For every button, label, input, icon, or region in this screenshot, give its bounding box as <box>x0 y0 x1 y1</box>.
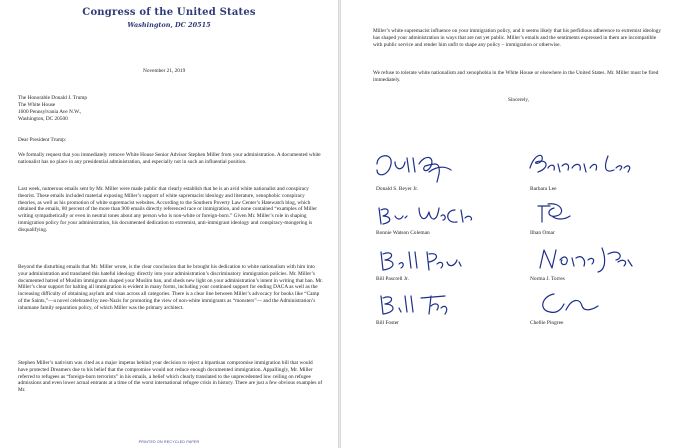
signature-foster <box>375 290 455 320</box>
recipient-line-1: The Honorable Donald J. Trump <box>18 95 88 101</box>
recipient-line-2: The White House <box>18 102 56 108</box>
signatory-name: Norma J. Torres <box>530 276 565 282</box>
closing: Sincerely, <box>508 97 529 103</box>
signature-pingree <box>536 290 606 318</box>
continuation-paragraph-2: We refuse to tolerate white nationalism and xenophobia in the White House or elsewhere in the United States. Mr. Miller must be fired immediately. <box>373 70 659 83</box>
letter-page-2 <box>341 0 680 448</box>
letter-date: November 21, 2019 <box>143 68 186 74</box>
signatory-name: Barbara Lee <box>530 186 557 192</box>
signatory-name: Bonnie Watson Coleman <box>376 230 430 236</box>
signature-omar <box>536 200 576 228</box>
salutation: Dear President Trump: <box>18 137 67 143</box>
signatory-name: Donald S. Beyer Jr. <box>376 186 419 192</box>
letterhead-location: Washington, DC 20515 <box>127 21 211 29</box>
signature-beyer <box>373 150 453 184</box>
recipient-line-4: Washington, DC 20500 <box>18 116 68 122</box>
recycled-paper-note: PRINTED ON RECYCLED PAPER <box>138 440 200 444</box>
signature-pascrell <box>375 246 465 276</box>
signatory-name: Bill Pascrell Jr. <box>376 276 409 282</box>
letter-page-1 <box>0 0 338 448</box>
signatory-name: Chellie Pingree <box>530 320 564 326</box>
paragraph-3: Beyond the disturbing emails that Mr. Miller wrote, is the clear conclusion that he brought his dedication to white nationalism with him into your administration and translated this hateful ideology directly into your administration’s discriminatory immigration policies. Mr. Miller’s documented hatred of Muslim immigrants shaped your Muslim ban, and sheds new light on your administration’s intent in writing that ban. Mr. Miller’s clear support for halting all immigration is evident in many forms, including your continued support for ending DACA as well as the increasing difficulty of obtaining asylum and visas across all categories. There is a clear line between Miller’s advocacy for books like “Camp of the Saints,”—a novel celebrated by neo-Nazis for promoting the view of non-white immigrants as “monsters”— and the Administration’s inhumane family separation policy, of which Miller was the primary architect. <box>18 264 323 311</box>
paragraph-1: We formally request that you immediately remove White House Senior Advisor Stephen Miller from your administration. A documented white nationalist has no place in any presidential administration, and especially not in such an influential position. <box>18 152 321 165</box>
signatory-name: Ilhan Omar <box>530 230 555 236</box>
signature-lee <box>526 150 636 180</box>
signature-torres <box>536 244 636 276</box>
paragraph-4: Stephen Miller’s nativism was cited as a major impetus behind your decision to reject a bipartisan compromise immigration bill that would have protected Dreamers due to his belief that the compromise would not reduce enough documented immigration. Appallingly, Mr. Miller referred to refugees as “foreign-born terrorists” in his emails, a belief which clearly translated to the unprecedented low ceiling on refugee admissions and even lower actual entrants at a time of the worst international refugee crisis in history. There are just a few obvious examples of Mr. <box>18 360 323 393</box>
signatory-name: Bill Foster <box>376 320 399 326</box>
recipient-line-3: 1600 Pennsylvania Ave N.W., <box>18 109 82 115</box>
continuation-paragraph-1: Miller’s white supremacist influence on your immigration policy, and it seems likely that his perfidious adherence to extremist ideology has shaped your administration in ways that are not yet public. Miller’s emails and the sentiments expressed in them are incompatible with public service and render him unfit to shape any policy – immigration or otherwise. <box>373 28 662 48</box>
letterhead-title: Congress of the United States <box>82 7 256 18</box>
paragraph-2: Last week, numerous emails sent by Mr. Miller were made public that clearly establish that he is an avid white nationalist and conspiracy theorist. These emails included material exposing Miller’s support of white supremacist ideology and literature, xenophobic conspiracy theories, as well as his promotion of white supremacist websites. According to the Southern Poverty Law Center’s Hatewatch blog, which obtained the emails, 80 percent of the more than 900 emails directly referenced race or immigration, and none contained “examples of Miller writing sympathetically or even in neutral tones about any person who is non-white or foreign-born.” Given Mr. Miller’s role in shaping immigration policy for your administration, his documented dedication to extremist, anti-immigrant ideology and conspiracy-mongering is disqualifying. <box>18 186 318 233</box>
signature-watson-coleman <box>375 200 475 230</box>
